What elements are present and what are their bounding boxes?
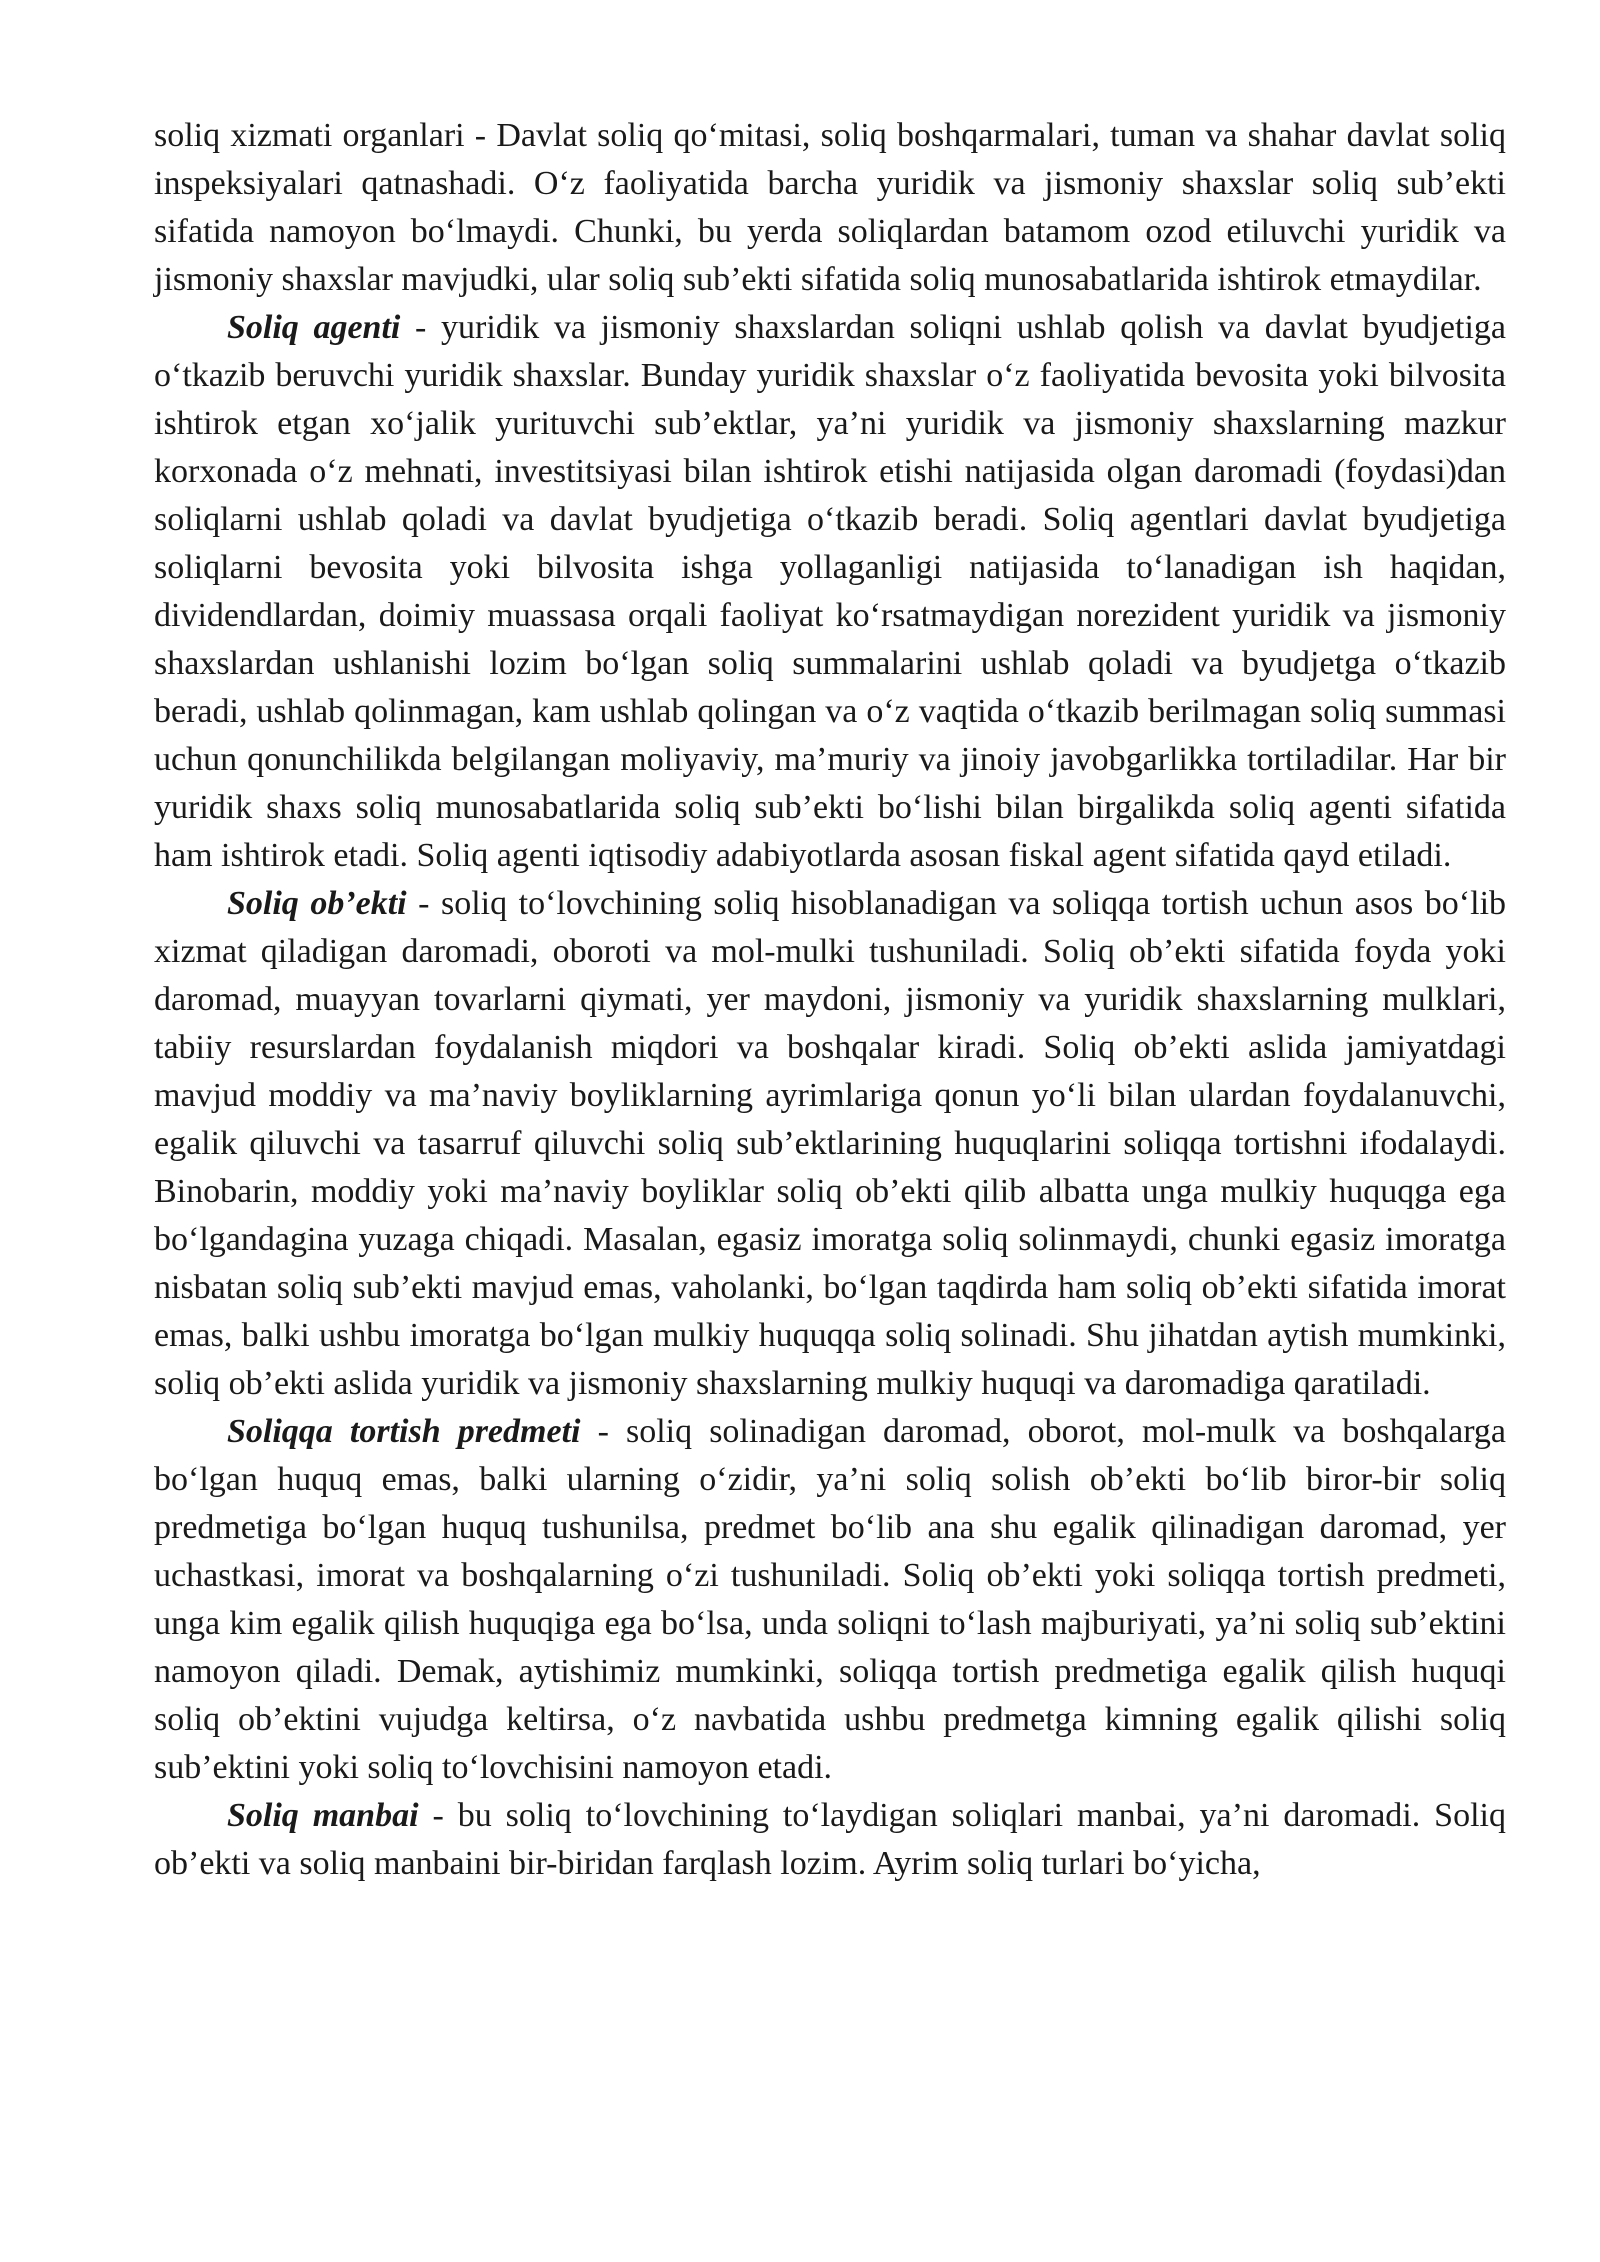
paragraph-text: - soliq solinadigan daromad, oborot, mol-mulk va boshqalarga bo‘lgan huquq emas, balki ularning o‘zidir, ya’ni soliq solish ob’ekti bo‘lib biror-bir soliq predmetiga bo‘lgan huquq tushunilsa, predmet bo‘lib ana shu egalik qilinadigan daromad, yer uchastkasi, imorat va boshqalarning o‘zi tushuniladi. Soliq ob’ekti yoki soliqqa tortish predmeti, unga kim egalik qilish huquqiga ega bo‘lsa, unda soliqni to‘lash majburiyati, ya’ni soliq sub’ektini namoyon qiladi. Demak, aytishimiz mumkinki, soliqqa tortish predmetiga egalik qilish huquqi soliq ob’ektini vujudga keltirsa, o‘z navbatida ushbu predmetga kimning egalik qilishi soliq sub’ektini yoki soliq to‘lovchisini namoyon etadi. — [154, 1413, 1507, 1786]
paragraph-tax-source — [154, 1792, 1506, 1888]
paragraph-text: soliq xizmati organlari - Davlat soliq qo‘mitasi, soliq boshqarmalari, tuman va shahar davlat soliq inspeksiyalari qatnashadi. O‘z faoliyatida barcha yuridik va jismoniy shaxslar soliq sub’ekti sifatida namoyon bo‘lmaydi. Chunki, bu yerda soliqlardan batamom ozod etiluvchi yuridik va jismoniy shaxslar mavjudki, ular soliq sub’ekti sifatida soliq munosabatlarida ishtirok etmaydilar. — [154, 117, 1506, 298]
document-page — [154, 112, 1506, 1888]
term-heading: Soliqqa tortish predmeti — [227, 1413, 581, 1450]
paragraph-tax-object — [154, 880, 1506, 1408]
paragraph-text: - bu soliq to‘lovchining to‘laydigan soliqlari manbai, ya’ni daromadi. Soliq ob’ekti va soliq manbaini bir-biridan farqlash lozim. Ayrim soliq turlari bo‘yicha, — [154, 1797, 1506, 1882]
term-heading: Soliq agenti — [227, 309, 401, 346]
paragraph-text: - soliq to‘lovchining soliq hisoblanadigan va soliqqa tortish uchun asos bo‘lib xizmat qiladigan daromadi, oboroti va mol-mulki tushuniladi. Soliq ob’ekti sifatida foyda yoki daromad, muayyan tovarlarni qiymati, yer maydoni, jismoniy va yuridik shaxslarning mulklari, tabiiy resurslardan foydalanish miqdori va boshqalar kiradi. Soliq ob’ekti aslida jamiyatdagi mavjud moddiy va ma’naviy boyliklarning ayrimlariga qonun yo‘li bilan ulardan foydalanuvchi, egalik qiluvchi va tasarruf qiluvchi soliq sub’ektlarining huquqlarini soliqqa tortishni ifodalaydi. Binobarin, moddiy yoki ma’naviy boyliklar soliq ob’ekti qilib albatta unga mulkiy huquqga ega bo‘lgandagina yuzaga chiqadi. Masalan, egasiz imoratga soliq solinmaydi, chunki egasiz imoratga nisbatan soliq sub’ekti mavjud emas, vaholanki, bo‘lgan taqdirda ham soliq ob’ekti sifatida imorat emas, balki ushbu imoratga bo‘lgan mulkiy huquqqa soliq solinadi. Shu jihatdan aytish mumkinki, soliq ob’ekti aslida yuridik va jismoniy shaxslarning mulkiy huquqi va daromadiga qaratiladi. — [154, 885, 1507, 1402]
term-heading: Soliq manbai — [227, 1797, 419, 1834]
paragraph-tax-service-bodies — [154, 112, 1506, 304]
paragraph-tax-agent — [154, 304, 1506, 880]
paragraph-text: - yuridik va jismoniy shaxslardan soliqni ushlab qolish va davlat byudjetiga o‘tkazib beruvchi yuridik shaxslar. Bunday yuridik shaxslar o‘z faoliyatida bevosita yoki bilvosita ishtirok etgan xo‘jalik yurituvchi sub’ektlar, ya’ni yuridik va jismoniy shaxslarning mazkur korxonada o‘z mehnati, investitsiyasi bilan ishtirok etishi natijasida olgan daromadi (foydasi)dan soliqlarni ushlab qoladi va davlat byudjetiga o‘tkazib beradi. Soliq agentlari davlat byudjetiga soliqlarni bevosita yoki bilvosita ishga yollaganligi natijasida to‘lanadigan ish haqidan, dividendlardan, doimiy muassasa orqali faoliyat ko‘rsatmaydigan norezident yuridik va jismoniy shaxslardan ushlanishi lozim bo‘lgan soliq summalarini ushlab qoladi va byudjetga o‘tkazib beradi, ushlab qolinmagan, kam ushlab qolingan va o‘z vaqtida o‘tkazib berilmagan soliq summasi uchun qonunchilikda belgilangan moliyaviy, ma’muriy va jinoiy javobgarlikka tortiladilar. Har bir yuridik shaxs soliq munosabatlarida soliq sub’ekti bo‘lishi bilan birgalikda soliq agenti sifatida ham ishtirok etadi. Soliq agenti iqtisodiy adabiyotlarda asosan fiskal agent sifatida qayd etiladi. — [154, 309, 1507, 874]
term-heading: Soliq ob’ekti — [227, 885, 407, 922]
paragraph-taxation-subject — [154, 1408, 1506, 1792]
